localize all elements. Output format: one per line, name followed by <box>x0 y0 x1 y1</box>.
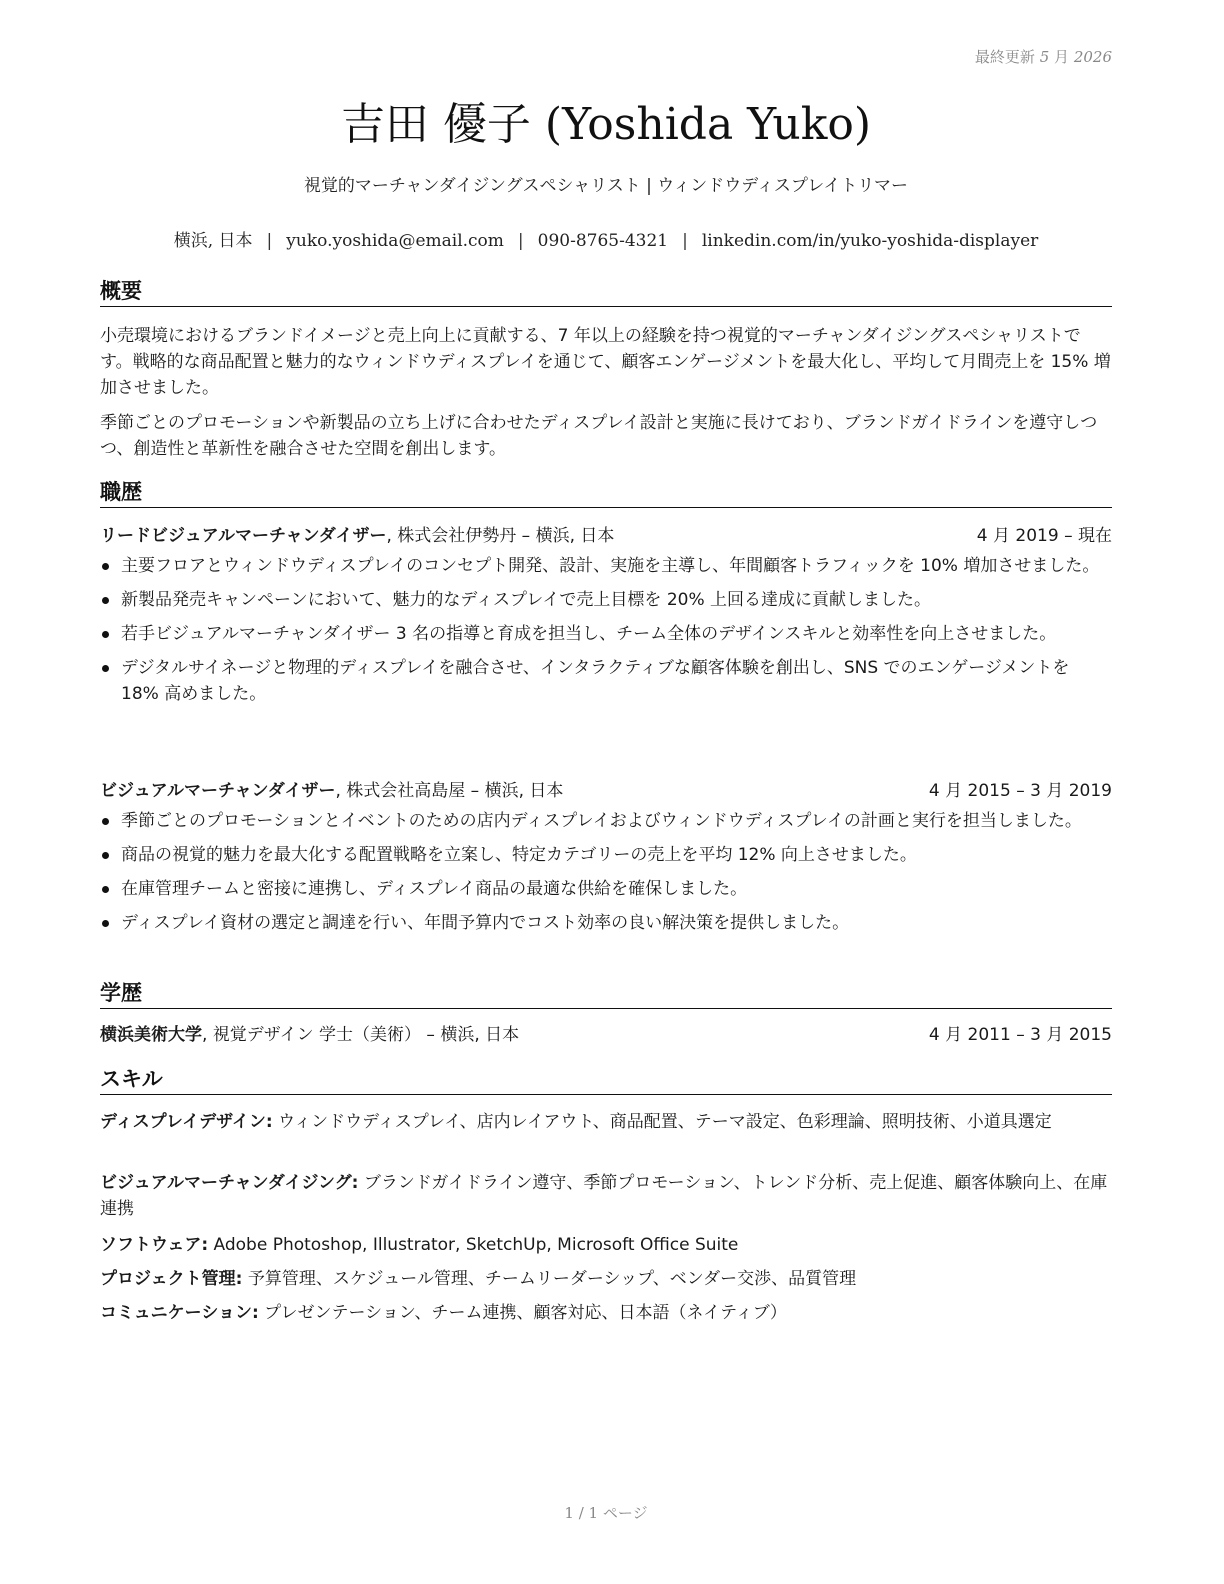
skill-value: Adobe Photoshop, Illustrator, SketchUp, Microsoft Office Suite <box>208 1235 739 1255</box>
contact-location: 横浜, 日本 <box>173 231 253 251</box>
last-updated <box>975 46 1112 67</box>
experience-heading: 職歴 <box>100 479 1112 508</box>
job-date: 4 月 2019 – 現在 <box>976 526 1112 546</box>
list-item <box>100 808 1112 834</box>
updated-month-suffix: 月 <box>1054 48 1070 66</box>
job-date: 4 月 2015 – 3 月 2019 <box>928 781 1112 801</box>
job-header <box>100 778 1112 804</box>
education-date: 4 月 2011 – 3 月 2015 <box>928 1025 1112 1045</box>
updated-prefix: 最終更新 <box>974 48 1035 66</box>
list-item <box>100 553 1112 579</box>
bullet-icon <box>102 597 109 604</box>
skill-label: ディスプレイデザイン: <box>100 1112 273 1132</box>
summary-heading: 概要 <box>100 278 1112 307</box>
contact-separator: | <box>517 231 524 251</box>
skill-value: ブランドガイドライン遵守、季節プロモーション、トレンド分析、売上促進、顧客体験向上、在庫連携 <box>100 1173 1108 1219</box>
skill-line <box>100 1170 1112 1222</box>
bullet-text: ディスプレイ資材の選定と調達を行い、年間予算内でコスト効率の良い解決策を提供しました。 <box>121 913 850 933</box>
resume-page <box>100 0 1112 1584</box>
job-company: , 株式会社高島屋 – 横浜, 日本 <box>335 781 564 801</box>
job-bullets <box>100 808 1112 944</box>
bullet-text: 主要フロアとウィンドウディスプレイのコンセプト開発、設計、実施を主導し、年間顧客トラフィックを 10% 増加させました。 <box>121 556 1100 576</box>
contact-line <box>100 226 1112 251</box>
skill-value: ウィンドウディスプレイ、店内レイアウト、商品配置、テーマ設定、色彩理論、照明技術、小道具選定 <box>272 1112 1052 1132</box>
list-item <box>100 587 1112 613</box>
job-header <box>100 523 1112 549</box>
contact-separator: | <box>682 231 688 251</box>
bullet-text: 季節ごとのプロモーションとイベントのための店内ディスプレイおよびウィンドウディスプレイの計画と実行を担当しました。 <box>121 811 1082 831</box>
job-role: リードビジュアルマーチャンダイザー <box>100 526 387 546</box>
bullet-icon <box>102 852 109 859</box>
contact-phone[interactable]: 090-8765-4321 <box>537 231 669 251</box>
bullet-text: デジタルサイネージと物理的ディスプレイを融合させ、インタラクティブな顧客体験を創出し、SNS でのエンゲージメントを 18% 高めました。 <box>121 658 1070 704</box>
bullet-text: 在庫管理チームと密接に連携し、ディスプレイ商品の最適な供給を確保しました。 <box>121 879 748 899</box>
education-heading: 学歴 <box>100 980 1112 1009</box>
job-bullets <box>100 553 1112 715</box>
bullet-icon <box>102 631 109 638</box>
skill-label: コミュニケーション: <box>100 1303 259 1323</box>
bullet-icon <box>102 665 109 672</box>
job-company: , 株式会社伊勢丹 – 横浜, 日本 <box>386 526 615 546</box>
bullet-text: 若手ビジュアルマーチャンダイザー 3 名の指導と育成を担当し、チーム全体のデザインスキルと効率性を向上させました。 <box>121 624 1057 644</box>
page-number: 1 / 1 ページ <box>564 1504 648 1522</box>
summary-paragraph: 季節ごとのプロモーションや新製品の立ち上げに合わせたディスプレイ設計と実施に長けており、ブランドガイドラインを遵守しつつ、創造性と革新性を融合させた空間を創出します。 <box>100 413 1098 459</box>
list-item <box>100 621 1112 647</box>
skills-heading: スキル <box>100 1066 1112 1095</box>
skill-label: プロジェクト管理: <box>100 1269 243 1289</box>
person-name: 吉田 優子 (Yoshida Yuko) <box>340 99 872 150</box>
skill-value: プレゼンテーション、チーム連携、顧客対応、日本語（ネイティブ） <box>258 1303 787 1323</box>
contact-linkedin[interactable]: linkedin.com/in/yuko-yoshida-displayer <box>701 231 1039 251</box>
skill-label: ソフトウェア: <box>100 1235 209 1255</box>
bullet-text: 新製品発売キャンペーンにおいて、魅力的なディスプレイで売上目標を 20% 上回る達成に貢献しました。 <box>121 590 932 610</box>
education-entry <box>100 1022 1112 1048</box>
skill-line <box>100 1266 1112 1292</box>
contact-email[interactable]: yuko.yoshida@email.com <box>286 231 504 251</box>
skill-label: ビジュアルマーチャンダイジング: <box>100 1173 359 1193</box>
list-item <box>100 876 1112 902</box>
skill-line <box>100 1232 1112 1258</box>
list-item <box>100 655 1112 707</box>
contact-separator: | <box>266 231 273 251</box>
bullet-text: 商品の視覚的魅力を最大化する配置戦略を立案し、特定カテゴリーの売上を平均 12% 向上させました。 <box>121 845 917 865</box>
bullet-icon <box>102 563 109 570</box>
bullet-icon <box>102 886 109 893</box>
updated-month: 5 <box>1039 48 1050 66</box>
degree-info: , 視覚デザイン 学士（美術） – 横浜, 日本 <box>202 1025 520 1045</box>
skill-line <box>100 1300 1112 1326</box>
bullet-icon <box>102 920 109 927</box>
skill-value: 予算管理、スケジュール管理、チームリーダーシップ、ベンダー交渉、品質管理 <box>242 1269 857 1289</box>
skill-line <box>100 1109 1112 1135</box>
bullet-icon <box>102 818 109 825</box>
list-item <box>100 842 1112 868</box>
updated-year: 2026 <box>1073 48 1112 66</box>
school-name: 横浜美術大学 <box>100 1025 202 1045</box>
summary-paragraph: 小売環境におけるブランドイメージと売上向上に貢献する、7 年以上の経験を持つ視覚的マーチャンダイジングスペシャリストです。戦略的な商品配置と魅力的なウィンドウディスプレイを通じて、顧客エンゲージメントを最大化し、平均して月間売上を 15% 増加させました。 <box>100 326 1111 398</box>
job-role: ビジュアルマーチャンダイザー <box>100 781 336 801</box>
list-item <box>100 910 1112 936</box>
job-subtitle: 視覚的マーチャンダイジングスペシャリスト | ウィンドウディスプレイトリマー <box>303 176 909 196</box>
